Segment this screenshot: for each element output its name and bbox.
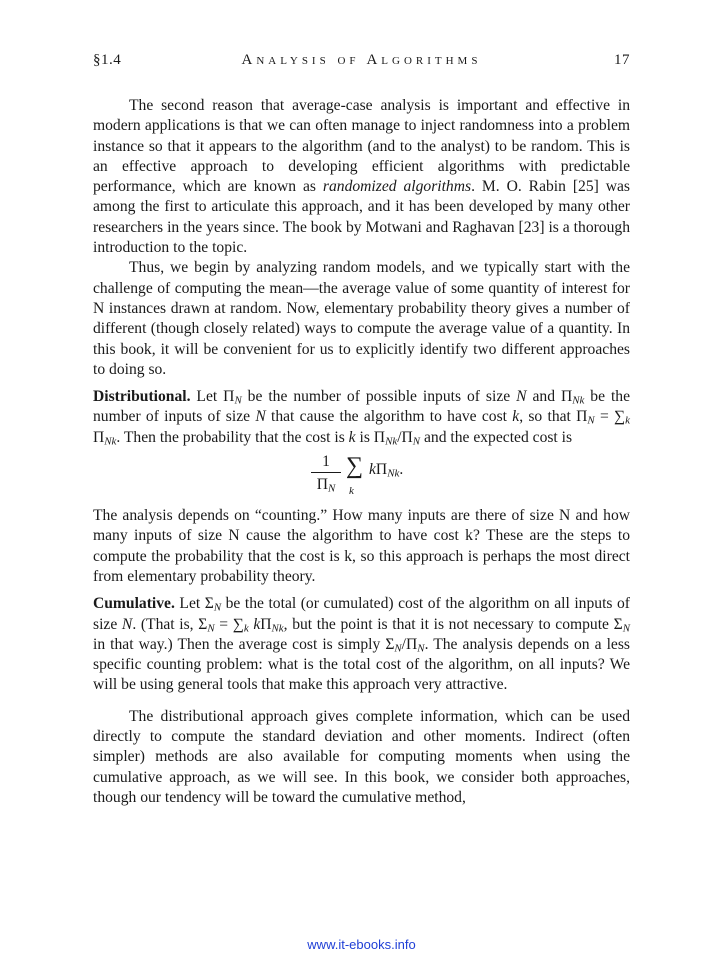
summation-index: k xyxy=(349,485,354,498)
paragraph-cumulative: Cumulative. Let $\Sigma_N$ be the total (or cumulated) cost of the algorithm on all inputs of size N. (That is, $\Sigma_N = \sum_k$ $k\Pi_{Nk}$, but the point is that it is not necessary to compute $\Sigma_N$ in that way.) Then the average cost is simply $\Sigma_N/\Pi_N$. The analysis depends on a less specific counting problem: what is the total cost of the algorithm, on all inputs? We will be using general tools that make this approach very attractive. xyxy=(93,595,630,694)
running-header xyxy=(93,52,630,72)
math-probability-ratio: $\Pi_{Nk}/\Pi_N$ xyxy=(373,428,421,448)
paragraph-counting: The analysis depends on “counting.” How many inputs are there of size N and how many inputs of size N cause the algorithm to have cost k? These are the steps to compute the probability that the cost is k, so this approach is perhaps the most direct from elementary probability theory. xyxy=(93,507,630,585)
paragraph-approaches: The distributional approach gives complete information, which can be used directly to compute the standard deviation and other moments. Indirect (often simpler) methods are also available for computing moments when using the cumulative approach, as we will see. In this book, we consider both approaches, though our tendency will be toward the cumulative method, xyxy=(93,707,630,806)
display-equation-expected-cost xyxy=(93,450,630,502)
math-SigmaN: $\Sigma_N$ xyxy=(204,595,222,614)
summand: $k\Pi_{Nk}$. xyxy=(369,461,404,480)
page-number: 17 xyxy=(614,52,630,68)
section-number: §1.4 xyxy=(93,52,122,68)
paragraph-distributional: Distributional. Let $\Pi_N$ be the number of possible inputs of size N and $\Pi_{Nk}$ be the number of inputs of size N that cause the algorithm to have cost k, so that $\Pi_N = \sum_k$ $\Pi_{Nk}$. Then the probability that the cost is k is $\Pi_{Nk}/\Pi_N$ and the expected cost is xyxy=(93,388,631,448)
fraction-bar xyxy=(311,472,341,473)
math-cumulative-sum: $\Sigma_N = \sum_k$ $k\Pi_{Nk}$ xyxy=(198,615,284,635)
fraction xyxy=(311,452,341,494)
math-average-ratio: $\Sigma_N/\Pi_N$ xyxy=(385,635,425,655)
summation-sign: ∑ xyxy=(346,453,364,480)
term-randomized-algorithms: randomized algorithms xyxy=(322,178,472,196)
math-PiNk: $\Pi_{Nk}$ xyxy=(560,388,585,407)
math-SigmaN-2: $\Sigma_N$ xyxy=(613,615,630,635)
running-title: Analysis of Algorithms xyxy=(241,52,482,68)
paragraph-randomization: The second reason that average-case analysis is important and effective in modern applications is that we can often manage to inject randomness into a problem instance so that it appears to the algorithm (and to the analyst) to be random. This is an effective approach to developing efficient algorithms with predictable performance, which are known as randomized algorithms. M. O. Rabin [25] was among the first to articulate this approach, and it has been developed by many other researchers in the years since. The book by Motwani and Raghavan [23] is a thorough introduction to the topic. xyxy=(93,97,630,257)
math-sum-equation: $\Pi_N = \sum_k$ $\Pi_{Nk}$ xyxy=(93,408,630,448)
runin-heading-cumulative: Cumulative. xyxy=(93,595,175,613)
paragraph-random-models: Thus, we begin by analyzing random models, and we typically start with the challenge of computing the mean—the average value of some quantity of interest for N instances drawn at random. Now, elementary probability theory gives a number of different (though closely related) ways to compute the average value of a quantity. In this book, it will be convenient for us to explicitly identify two different approaches to doing so. xyxy=(93,259,630,378)
watermark-link[interactable]: www.it-ebooks.info xyxy=(307,937,416,952)
fraction-numerator: 1 xyxy=(322,453,330,471)
math-PiN: $\Pi_N$ xyxy=(223,388,242,407)
fraction-denominator: $\Pi_N$ xyxy=(316,476,336,495)
runin-heading-distributional: Distributional. xyxy=(93,388,191,406)
body-text xyxy=(93,96,630,808)
